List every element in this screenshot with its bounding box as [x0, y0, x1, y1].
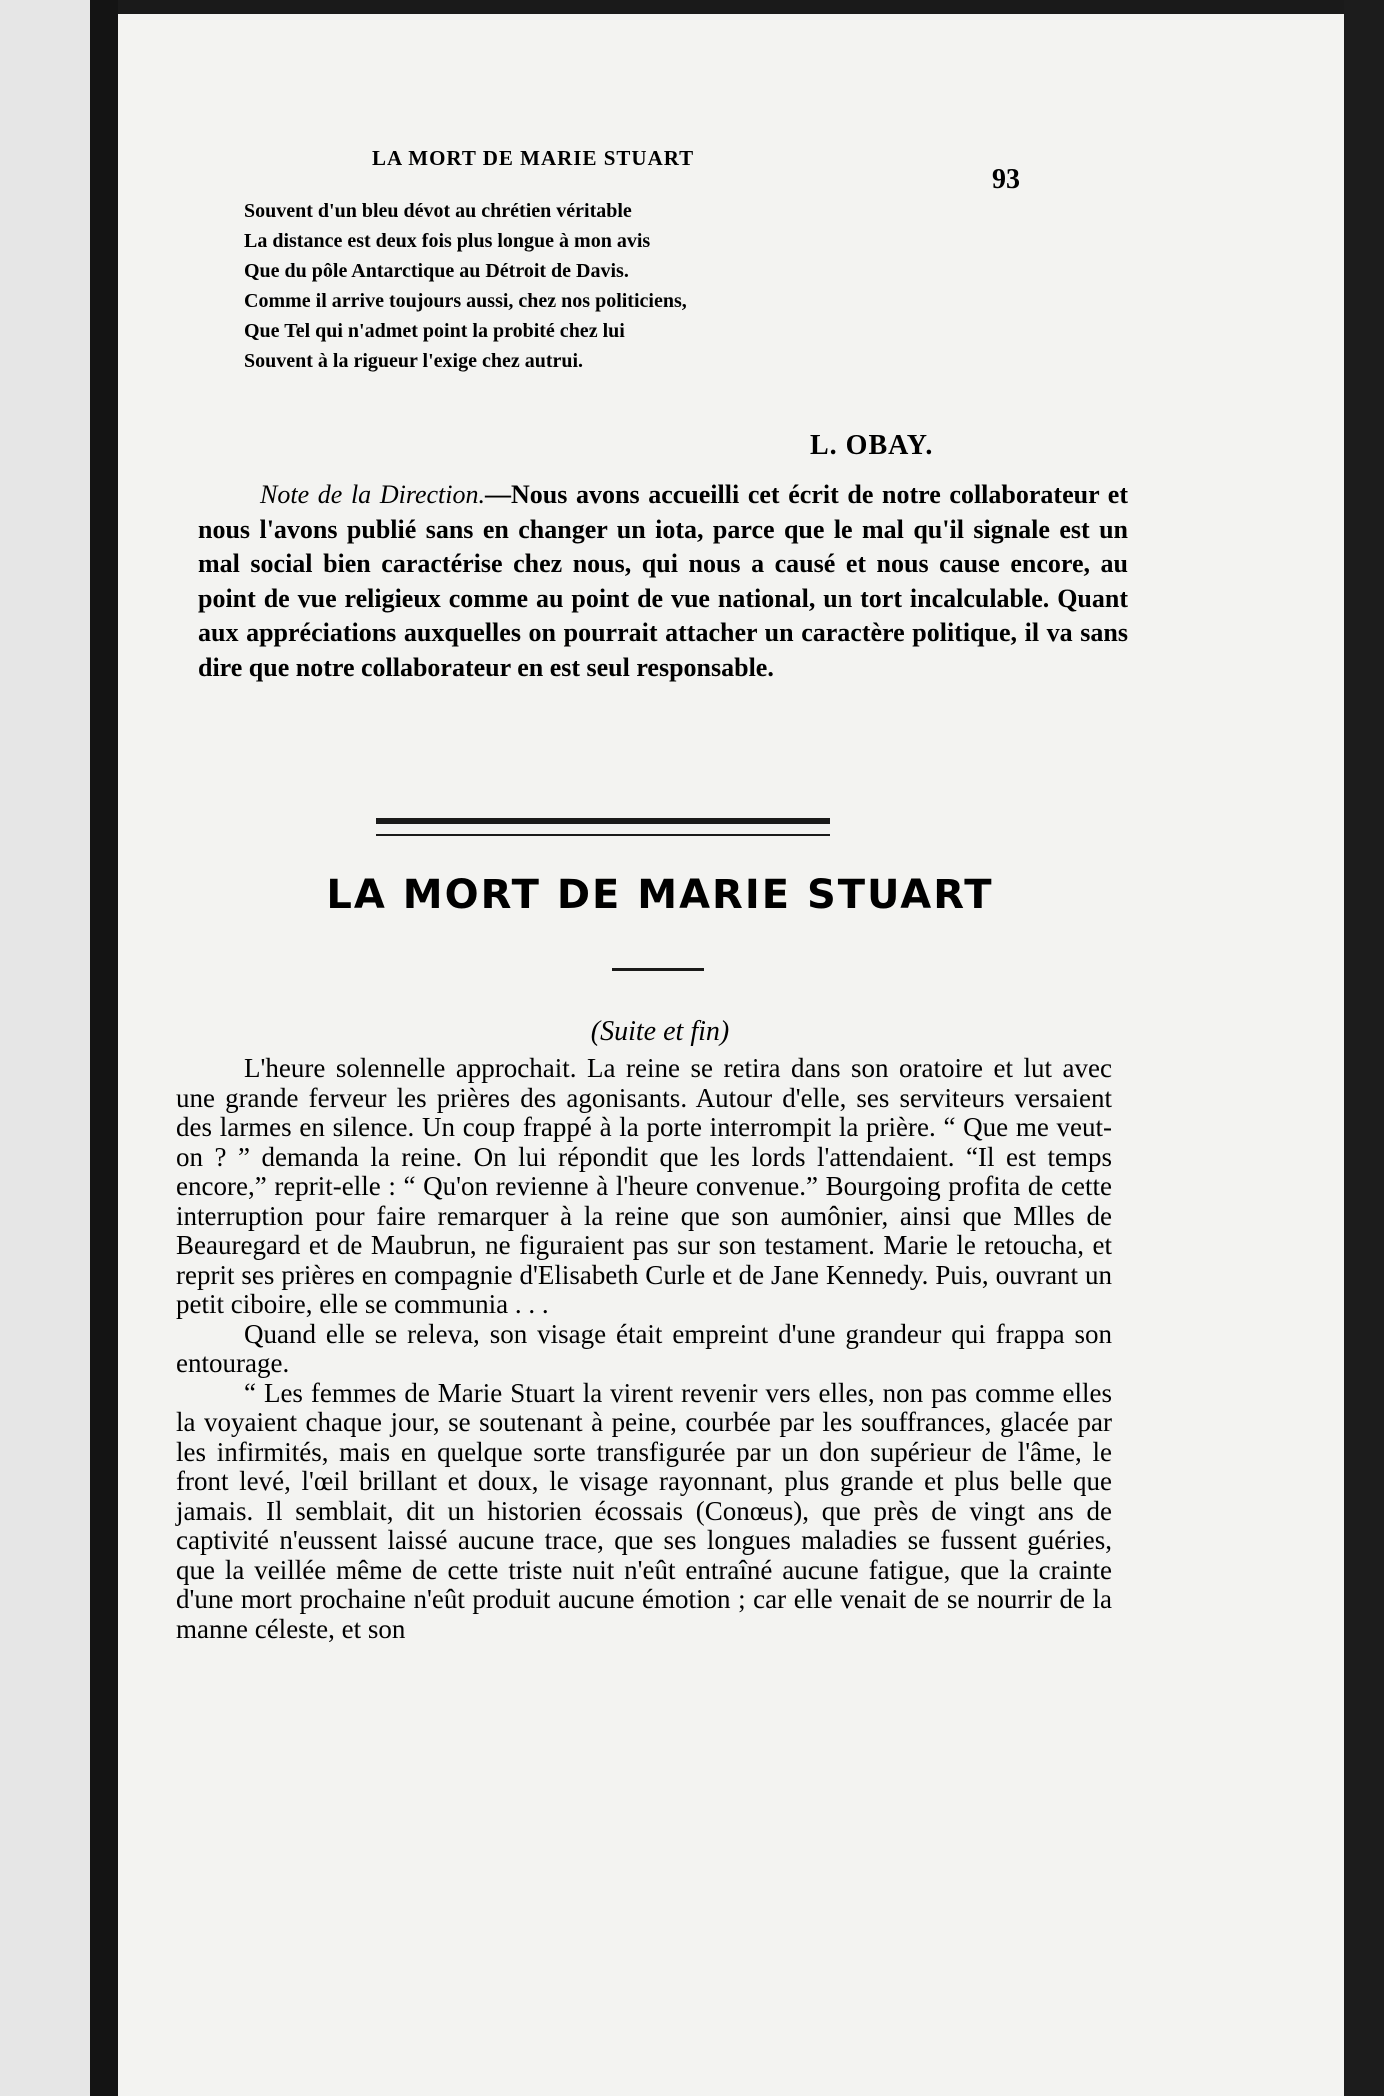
- scan-background: [1344, 0, 1384, 2096]
- article-body: [176, 1054, 1112, 1644]
- poem-line: La distance est deux fois plus longue à mon avis: [244, 230, 651, 252]
- title-underline: [612, 968, 704, 971]
- poem-stanza: [244, 196, 1004, 376]
- section-divider-thick: [376, 818, 830, 824]
- body-paragraph: Quand elle se releva, son visage était empreint d'une grandeur qui frappa son entourage.: [176, 1318, 1112, 1378]
- poem-line: Comme il arrive toujours aussi, chez nos politiciens,: [244, 290, 687, 312]
- page-number: 93: [992, 164, 1020, 195]
- editorial-note: [198, 478, 1128, 685]
- editorial-note-paragraph: [198, 478, 1128, 685]
- body-paragraph: “ Les femmes de Marie Stuart la virent revenir vers elles, non pas comme elles la voyaient chaque jour, se soutenant à peine, courbée par les souffrances, glacée par les infirmités, mais en quelque sorte transfigurée par un don supérieur de l'âme, le front levé, l'œil brillant et doux, le visage rayonnant, plus grande et plus belle que jamais. Il semblait, dit un historien écossais (Conœus), que près de vingt ans de captivité n'eussent laissé aucune trace, que ses longues maladies se fussent guéries, que la veillée même de cette triste nuit n'eût entraîné aucune fatigue, que la crainte d'une mort prochaine n'eût produit aucune émotion ; car elle venait de se nourrir de la manne céleste, et son: [176, 1377, 1112, 1644]
- poem-line: Souvent à la rigueur l'exige chez autrui.: [244, 350, 584, 372]
- note-text: —Nous avons accueilli cet écrit de notre collaborateur et nous l'avons publié sans en changer un iota, parce que le mal qu'il signale est un mal social bien caractérise chez nous, qui nous a causé et nous cause encore, au point de vue religieux comme au point de vue national, un tort incalculable. Quant aux appréciations auxquelles on pourrait attacher un caractère politique, il va sans dire que notre collaborateur en est seul responsable.: [198, 480, 1128, 682]
- poem-line: Que Tel qui n'admet point la probité chez lui: [244, 320, 625, 342]
- running-head: LA MORT DE MARIE STUART: [372, 146, 695, 170]
- body-paragraph: L'heure solennelle approchait. La reine se retira dans son oratoire et lut avec une grande ferveur les prières des agonisants. Autour d'elle, ses serviteurs versaient des larmes en silence. Un coup frappé à la porte interrompit la prière. “ Que me veut-on ? ” demanda la reine. On lui répondit que les lords l'attendaient. “Il est temps encore,” reprit-elle : “ Qu'on revienne à l'heure convenue.” Bourgoing profita de cette interruption pour faire remarquer à la reine que son aumônier, ainsi que Mlles de Beauregard et de Maubrun, ne figuraient pas sur son testament. Marie le retoucha, et reprit ses prières en compagnie d'Elisabeth Curle et de Jane Kennedy. Puis, ouvrant un petit ciboire, elle se communia . . .: [176, 1053, 1112, 1319]
- article-title: LA MORT DE MARIE STUART: [326, 872, 994, 918]
- facing-page-edge: [0, 0, 90, 2096]
- book-gutter: [90, 0, 118, 2096]
- note-label: Note de la Direction.: [260, 480, 485, 509]
- author-signature: L. OBAY.: [810, 430, 934, 461]
- poem-line: Que du pôle Antarctique au Détroit de Davis.: [244, 260, 629, 282]
- section-divider-thin: [376, 834, 830, 836]
- article-subtitle: (Suite et fin): [590, 1016, 730, 1047]
- poem-line: Souvent d'un bleu dévot au chrétien véritable: [244, 200, 632, 222]
